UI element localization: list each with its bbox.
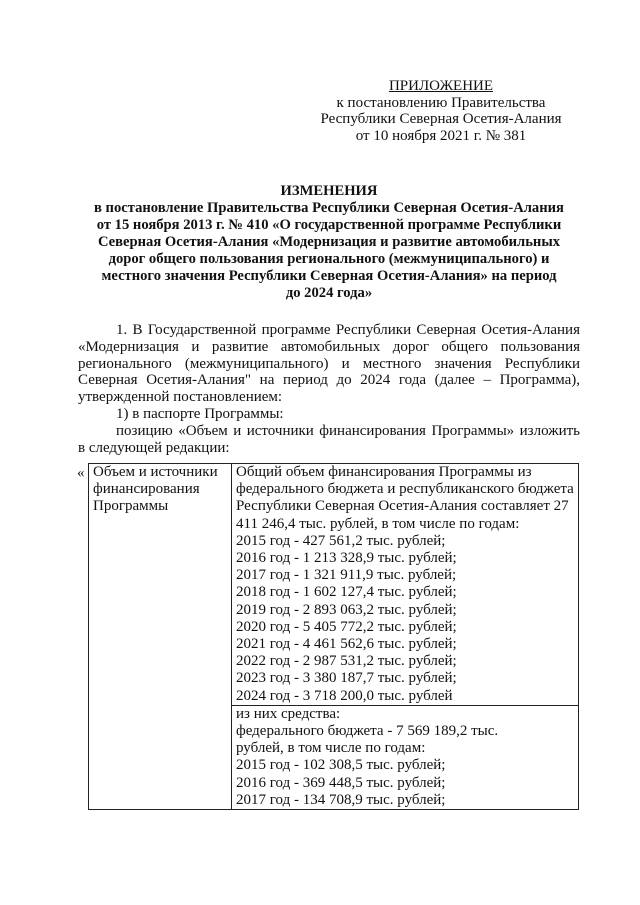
opening-quote-mark: «	[77, 465, 85, 481]
paragraph-3: позицию «Объем и источники финансирования Программы» изложить в следующей редакции:	[78, 423, 580, 456]
changes-line: дорог общего пользования регионального (межмуниципального) и	[108, 251, 550, 267]
changes-line: в постановление Правительства Республики Северная Осетия-Алания	[94, 200, 564, 216]
year-amount: 2020 год - 5 405 772,2 тыс. рублей;	[236, 618, 457, 635]
table-cell-total	[232, 464, 579, 706]
appendix-line-3: от 10 ноября 2021 г. № 381	[355, 127, 527, 144]
federal-year-amount: 2016 год - 369 448,5 тыс. рублей;	[236, 774, 446, 791]
federal-year-amount: 2017 год - 134 708,9 тыс. рублей;	[236, 791, 446, 808]
sub-intro: из них средства:	[236, 705, 341, 722]
changes-title: ИЗМЕНЕНИЯ	[280, 183, 378, 199]
table-cell-federal	[232, 705, 579, 809]
year-amount: 2022 год - 2 987 531,2 тыс. рублей;	[236, 653, 457, 670]
appendix-line-2: Республики Северная Осетия-Алания	[320, 111, 562, 127]
changes-line: до 2024 года»	[285, 285, 373, 301]
year-amount: 2023 год - 3 380 187,7 тыс. рублей;	[236, 670, 457, 687]
appendix-header	[300, 78, 582, 144]
federal-total: федерального бюджета - 7 569 189,2 тыс.	[236, 723, 499, 740]
changes-line: Северная Осетия-Алания «Модернизация и развитие автомобильных	[97, 234, 561, 250]
year-amount: 2016 год - 1 213 328,9 тыс. рублей;	[236, 550, 457, 567]
year-amount: 2015 год - 427 561,2 тыс. рублей;	[236, 532, 446, 549]
year-amount: 2019 год - 2 893 063,2 тыс. рублей;	[236, 601, 457, 618]
paragraph-1: 1. В Государственной программе Республики Северная Осетия-Алания «Модернизация и развитие автомобильных дорог общего пользования регионального (межмуниципального) и местного значения Республики Северная Осетия-Алания" на период до 2024 года (далее – Программа), утвержденной постановлением:	[78, 322, 580, 406]
financing-intro: Общий объем финансирования Программы из федерального бюджета и республиканского бюджета Республики Северная Осетия-Алания составляет 27 411 246,4 тыс. рублей, в том числе по годам:	[236, 464, 574, 532]
appendix-title: ПРИЛОЖЕНИЕ	[388, 78, 494, 94]
federal-total-cont: рублей, в том числе по годам:	[236, 740, 426, 757]
year-amount: 2018 год - 1 602 127,4 тыс. рублей;	[236, 584, 457, 601]
year-amount: 2024 год - 3 718 200,0 тыс. рублей	[236, 687, 453, 704]
year-amount: 2017 год - 1 321 911,9 тыс. рублей;	[236, 567, 457, 584]
financing-table	[88, 463, 579, 810]
paragraph-2: 1) в паспорте Программы:	[116, 406, 284, 422]
changes-heading	[78, 183, 580, 302]
changes-line: от 15 ноября 2013 г. № 410 «О государственной программе Республики	[96, 217, 562, 233]
year-amount: 2021 год - 4 461 562,6 тыс. рублей;	[236, 636, 457, 653]
table-cell-label	[89, 464, 232, 810]
federal-year-amount: 2015 год - 102 308,5 тыс. рублей;	[236, 757, 446, 774]
appendix-line-1: к постановлению Правительства	[336, 94, 546, 111]
table-row	[89, 464, 579, 706]
changes-line: местного значения Республики Северная Осетия-Алания» на период	[101, 268, 557, 284]
financing-label: Объем и источники финансирования Программы	[93, 464, 218, 515]
